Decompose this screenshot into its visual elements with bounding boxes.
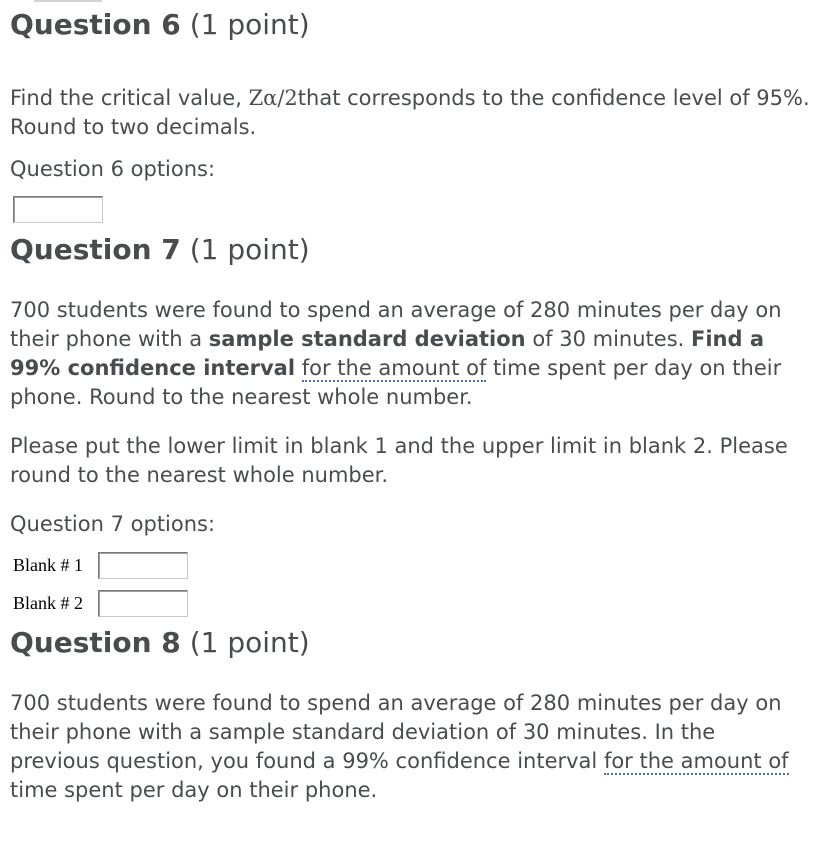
question-7-instructions: Please put the lower limit in blank 1 and the upper limit in blank 2. Please round to the nearest whole number. — [10, 434, 788, 487]
question-6-answer-input[interactable] — [13, 196, 103, 223]
question-6-title: Question 6 — [10, 8, 181, 41]
blank-2-label: Blank # 2 — [13, 593, 83, 613]
blank-2-input[interactable] — [98, 590, 188, 617]
z-alpha-half: Zα/2 — [248, 86, 298, 110]
question-8-points: (1 point) — [189, 626, 310, 659]
question-7-title: Question 7 — [10, 233, 181, 266]
question-7-prompt: 700 students were found to spend an average of 280 minutes per day on their phone with a sample standard deviation of 30 minutes. Find a 99% confidence interval for the amount of time spent per day on their phone. Round to the nearest whole number. — [10, 298, 782, 409]
glossary-link-amount-q8[interactable]: for the amount of — [603, 749, 789, 773]
question-8-heading — [10, 626, 310, 660]
question-6-heading — [10, 8, 310, 42]
question-8-title: Question 8 — [10, 626, 181, 659]
glossary-link-amount[interactable]: for the amount of — [301, 356, 487, 380]
question-6-prompt: Find the critical value, Zα/2that corresponds to the confidence level of 95%. Round to two decimals. — [10, 86, 810, 139]
question-7-options-label: Question 7 options: — [10, 512, 216, 536]
blank-1-label: Blank # 1 — [13, 555, 83, 575]
top-divider — [34, 0, 102, 2]
question-6-options-label: Question 6 options: — [10, 157, 216, 181]
question-7-points: (1 point) — [189, 233, 310, 266]
emphasis-sample-standard-deviation: sample standard deviation — [208, 327, 526, 351]
question-8-prompt: 700 students were found to spend an average of 280 minutes per day on their phone with a sample standard deviation of 30 minutes. In the previous question, you found a 99% confidence interval for the amount of time spent per day on their phone. — [10, 691, 789, 802]
question-6-points: (1 point) — [189, 8, 310, 41]
emphasis-find-interval: Find a 99% confidence interval — [10, 327, 765, 380]
question-7-heading — [10, 233, 310, 267]
blank-1-input[interactable] — [98, 552, 188, 579]
